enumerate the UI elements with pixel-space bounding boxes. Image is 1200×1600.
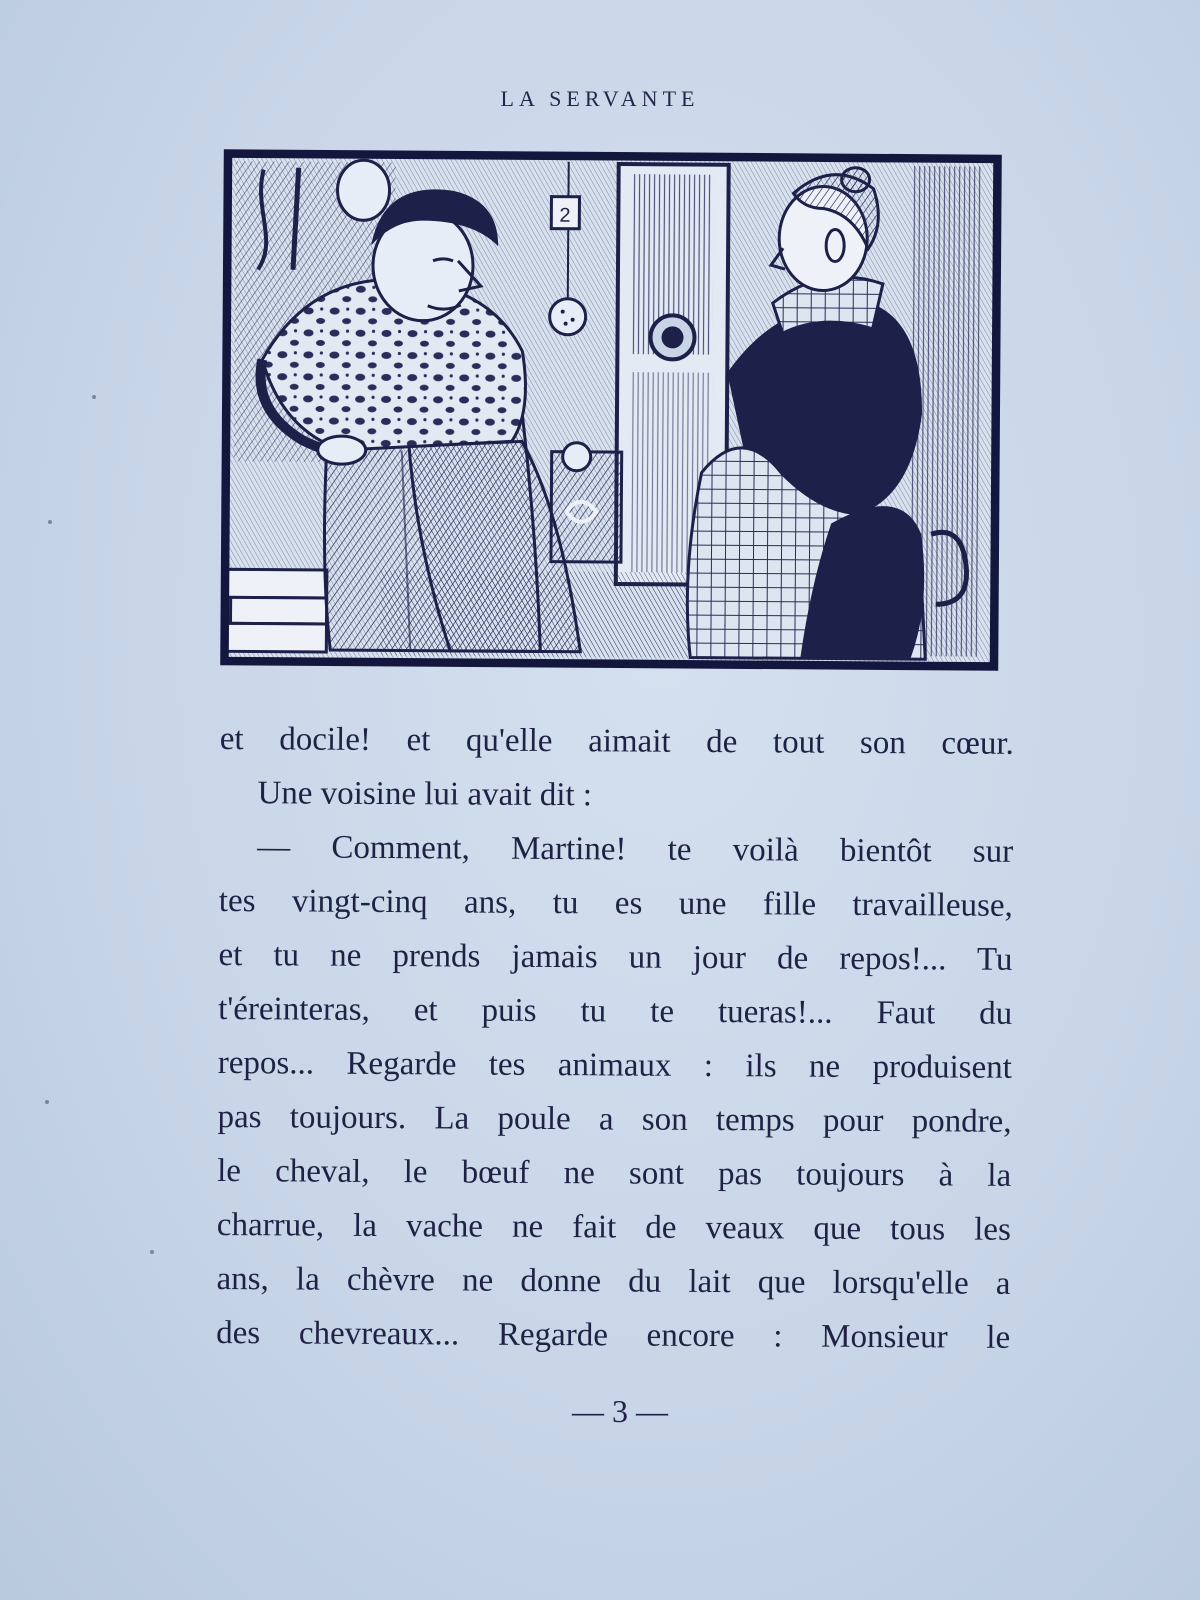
page-number: — 3 — bbox=[572, 1393, 668, 1429]
paper-speck bbox=[92, 395, 96, 399]
text-line: charrue, la vache ne fait de veaux que tous les bbox=[216, 1206, 1011, 1248]
text-line: t'éreinteras, et puis tu te tueras!... Faut du bbox=[218, 990, 1013, 1032]
badge-number: 2 bbox=[559, 204, 571, 227]
paper-speck bbox=[48, 520, 52, 524]
text-line: le cheval, le bœuf ne sont pas toujours à la bbox=[217, 1152, 1012, 1194]
running-head: LA SERVANTE bbox=[500, 86, 700, 111]
text-line: Une voisine lui avait dit : bbox=[257, 775, 593, 814]
paper-speck bbox=[150, 1250, 154, 1254]
text-line: et docile! et qu'elle aimait de tout son cœur. bbox=[219, 720, 1014, 762]
engraving-illustration bbox=[220, 149, 1002, 670]
paper-speck bbox=[45, 1100, 49, 1104]
text-line: ans, la chèvre ne donne du lait que lorsqu'elle a bbox=[216, 1260, 1011, 1302]
text-line: tes vingt-cinq ans, tu es une fille travailleuse, bbox=[218, 882, 1013, 924]
text-line: — Comment, Martine! te voilà bientôt sur bbox=[257, 829, 1014, 870]
text-line: et tu ne prends jamais un jour de repos!... Tu bbox=[218, 936, 1013, 978]
text-line: pas toujours. La poule a son temps pour pondre, bbox=[217, 1098, 1012, 1140]
body-text bbox=[216, 712, 1014, 1365]
text-line: des chevreaux... Regarde encore : Monsieur le bbox=[216, 1314, 1011, 1356]
text-line: repos... Regarde tes animaux : ils ne produisent bbox=[217, 1044, 1012, 1086]
